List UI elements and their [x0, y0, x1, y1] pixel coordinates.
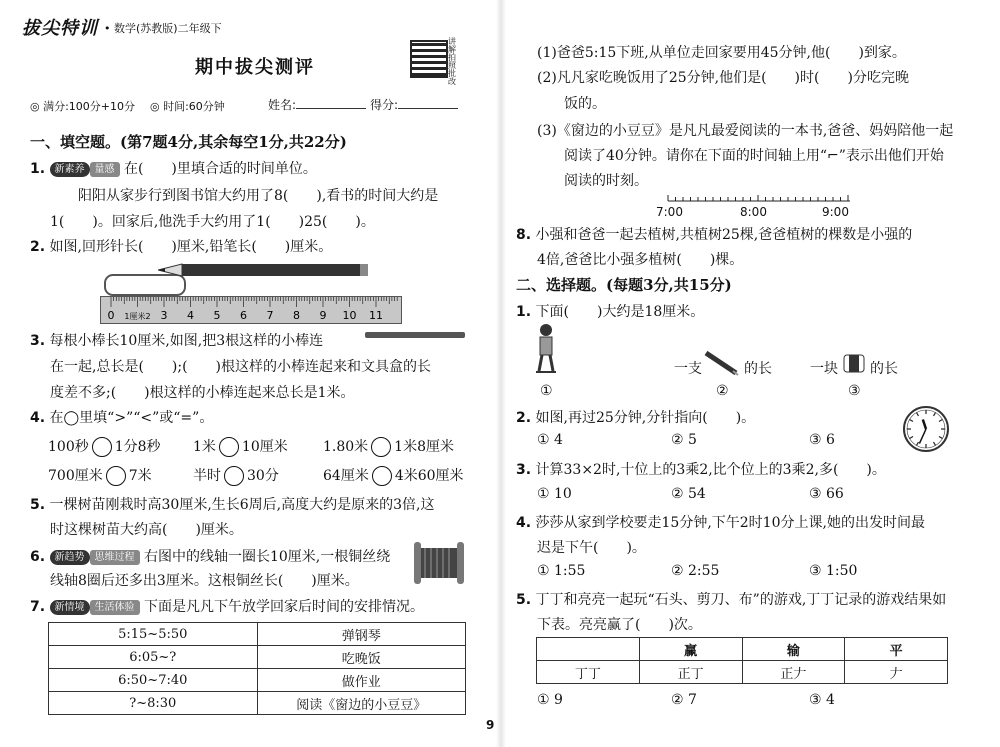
- pen-svg: [703, 350, 739, 376]
- subject-label: • 数学(苏教版)二年级下: [104, 22, 222, 35]
- c3-option-1[interactable]: ① 10: [537, 486, 572, 502]
- q4-number: 4.: [30, 410, 46, 426]
- subject-text: 数学(苏教版)二年级下: [114, 22, 222, 35]
- c5-text1: 丁丁和亮亮一起玩“石头、剪刀、布”的游戏,丁丁记录的游戏结果如: [535, 592, 947, 608]
- c1-mark3[interactable]: ③: [848, 383, 861, 399]
- table-header-row: [537, 638, 948, 661]
- tag-new-trend: 新趋势: [50, 550, 90, 565]
- c3-option-3[interactable]: ③ 66: [809, 486, 844, 502]
- c5-option-3[interactable]: ③ 4: [809, 692, 835, 708]
- c2-option-1[interactable]: ① 4: [537, 432, 563, 448]
- c4-number: 4.: [516, 515, 532, 531]
- q7-stem: 下面是凡凡下午放学回家后时间的安排情况。: [143, 599, 424, 615]
- child-svg: [533, 323, 559, 375]
- compare-circle[interactable]: [219, 437, 239, 457]
- q3-line1: [30, 330, 323, 350]
- q5-line1: [30, 494, 435, 514]
- c5-option-2[interactable]: ② 7: [671, 692, 697, 708]
- timeline-axis[interactable]: [660, 192, 855, 206]
- q2-stem: 如图,回形针长( )厘米,铅笔长( )厘米。: [49, 239, 333, 255]
- c3-number: 3.: [516, 462, 532, 478]
- clock-image: [902, 405, 950, 453]
- ruler-label: 5: [213, 309, 221, 322]
- c4-text1: 莎莎从家到学校要走15分钟,下午2时10分上课,她的出发时间最: [535, 515, 925, 531]
- c3-stem-line: [516, 459, 886, 479]
- c1-stem-line: [516, 301, 704, 321]
- q4-left: 64厘米: [323, 468, 369, 484]
- c4-option-3[interactable]: ③ 1:50: [809, 563, 858, 579]
- q7-sub3a: (3)《窗边的小豆豆》是凡凡最爱阅读的一本书,爸爸、妈妈陪他一起: [537, 123, 954, 139]
- table-row: [49, 692, 466, 715]
- q1-number: 1.: [30, 161, 46, 177]
- c1-stem: 下面( )大约是18厘米。: [535, 304, 705, 320]
- q4-left: 700厘米: [48, 468, 103, 484]
- ruler-label: 6: [240, 309, 247, 322]
- q4-right: 1分8秒: [114, 439, 161, 455]
- q4-left: 1米: [193, 439, 216, 455]
- q4-right: 7米: [128, 468, 152, 484]
- ruler-label: 3: [160, 309, 168, 322]
- name-field[interactable]: [268, 96, 366, 113]
- table-cell: 5:15~5:50: [49, 623, 258, 646]
- table-cell: 吃晚饭: [257, 646, 466, 669]
- c3-stem: 计算33×2时,十位上的3乘2,比个位上的3乘2,多( )。: [535, 462, 886, 478]
- axis-label-800: 8:00: [740, 205, 767, 219]
- q4-left: 半时: [193, 468, 221, 484]
- schedule-table: [48, 622, 466, 715]
- tag-new-literacy: 新素养: [50, 162, 90, 177]
- q5-line2: 时这棵树苗大约高( )厘米。: [50, 522, 243, 538]
- game-result-table: [536, 637, 948, 684]
- pencil-image: [158, 262, 368, 276]
- c4-option-2[interactable]: ② 2:55: [671, 563, 720, 579]
- ruler-label: 1厘米2: [124, 312, 151, 321]
- score-label: 得分:: [370, 98, 399, 112]
- q6-text1: 右图中的线轴一圈长10厘米,一根铜丝绕: [143, 549, 391, 565]
- q4-row-2: [48, 465, 464, 486]
- stick-image: [365, 332, 465, 338]
- c1-opt3-a: 一块: [810, 361, 838, 377]
- q8-line1: [516, 224, 912, 244]
- compare-circle[interactable]: [106, 466, 126, 486]
- table-header: 输: [742, 638, 845, 661]
- table-cell: 𠂇: [845, 661, 948, 684]
- table-header: 平: [845, 638, 948, 661]
- c4-line1: [516, 512, 925, 532]
- q3-text1: 每根小棒长10厘米,如图,把3根这样的小棒连: [49, 333, 324, 349]
- q4-right: 4米60厘米: [394, 468, 464, 484]
- q4-stem: 在◯里填“>”“<”或“=”。: [49, 410, 214, 426]
- c2-number: 2.: [516, 410, 532, 426]
- c2-stem: 如图,再过25分钟,分针指向( )。: [535, 410, 756, 426]
- table-cell: ?~8:30: [49, 692, 258, 715]
- clock-svg: [902, 405, 950, 453]
- q6-number: 6.: [30, 549, 46, 565]
- q6-line2: 线轴8圈后还多出3厘米。这根铜丝长( )厘米。: [50, 573, 359, 589]
- q7-sub2a: (2)凡凡家吃晚饭用了25分钟,他们是( )时( )分吃完晚: [537, 70, 909, 86]
- q1-line3: 1( )。回家后,他洗手大约用了1( )25( )。: [50, 214, 375, 230]
- q1-stem: 在( )里填合适的时间单位。: [123, 161, 317, 177]
- q8-number: 8.: [516, 227, 532, 243]
- c4-options: [537, 563, 857, 579]
- c1-opt3: [810, 358, 838, 378]
- full-score: ◎ 满分:100分+10分: [30, 100, 136, 113]
- q4-left: 1.80米: [323, 439, 369, 455]
- q7-sub1: (1)爸爸5:15下班,从单位走回家要用45分钟,他( )到家。: [537, 45, 906, 61]
- q7-sub3c: 阅读的时刻。: [564, 173, 648, 189]
- compare-circle[interactable]: [224, 466, 244, 486]
- spool-svg: [412, 540, 466, 586]
- c5-line1: [516, 589, 946, 609]
- q4-right: 1米8厘米: [394, 439, 454, 455]
- q7-sub3b: 阅读了40分钟。请你在下面的时间轴上用“⌐”表示出他们开始: [564, 148, 944, 164]
- table-header: 赢: [639, 638, 742, 661]
- q5-text1: 一棵树苗刚栽时高30厘米,生长6周后,高度大约是原来的3倍,这: [49, 497, 435, 513]
- ruler-label: 0: [107, 309, 115, 322]
- paperclip-image: [104, 274, 186, 296]
- ruler-label: 11: [369, 309, 383, 322]
- eraser-svg: [842, 352, 866, 374]
- score-field[interactable]: [370, 96, 458, 113]
- q7-number: 7.: [30, 599, 46, 615]
- q3-number: 3.: [30, 333, 46, 349]
- page-number: 9: [486, 718, 495, 732]
- table-cell: 丁丁: [537, 661, 640, 684]
- c1-mark2[interactable]: ②: [716, 383, 729, 399]
- table-row: [537, 661, 948, 684]
- eraser-image: [842, 352, 866, 374]
- compare-circle[interactable]: [92, 437, 112, 457]
- compare-circle[interactable]: [372, 466, 392, 486]
- ruler-label: 7: [266, 309, 274, 322]
- ruler-label: 4: [187, 309, 194, 322]
- pencil-svg: [158, 263, 368, 277]
- table-row: [49, 646, 466, 669]
- table-cell: 阅读《窗边的小豆豆》: [257, 692, 466, 715]
- table-cell: 做作业: [257, 669, 466, 692]
- q4-row-1: [48, 436, 454, 457]
- c1-mark1[interactable]: ①: [540, 383, 553, 399]
- qr-label: 讲解拍照批改: [448, 37, 456, 86]
- compare-circle[interactable]: [371, 437, 391, 457]
- qr-code[interactable]: [410, 40, 448, 78]
- name-label: 姓名:: [268, 98, 297, 112]
- c1-opt3-b: 的长: [870, 361, 898, 377]
- q4-right: 10厘米: [241, 439, 288, 455]
- ruler-label: 10: [342, 309, 357, 322]
- c2-stem-line: [516, 407, 755, 427]
- q5-number: 5.: [30, 497, 46, 513]
- q7-stem-line: [30, 596, 424, 616]
- ruler: [100, 296, 402, 324]
- spool-image: [412, 540, 466, 586]
- table-header: [537, 638, 640, 661]
- c2-options: [537, 432, 835, 448]
- c1-opt2-b: 的长: [744, 361, 772, 377]
- tag-life: 生活体验: [90, 600, 140, 615]
- c4-line2: 迟是下午( )。: [537, 540, 646, 556]
- page-title: 期中拔尖测评: [195, 57, 315, 78]
- q8-line2: 4倍,爸爸比小强多植树( )棵。: [537, 252, 744, 268]
- table-row: [49, 669, 466, 692]
- axis-label-700: 7:00: [656, 205, 683, 219]
- ruler-label: 8: [293, 309, 300, 322]
- c2-option-3[interactable]: ③ 6: [809, 432, 835, 448]
- c2-option-2[interactable]: ② 5: [671, 432, 697, 448]
- child-image: [533, 323, 559, 375]
- tag-new-context: 新情境: [50, 600, 90, 615]
- c4-option-1[interactable]: ① 1:55: [537, 563, 586, 579]
- table-cell: 正丁: [639, 661, 742, 684]
- q7-sub2b: 饭的。: [564, 96, 606, 112]
- c5-option-1[interactable]: ① 9: [537, 692, 563, 708]
- pen-image: [703, 350, 739, 376]
- brand-logo: 拔尖特训: [22, 18, 98, 39]
- q3-line3: 度差不多;( )根这样的小棒连起来总长是1米。: [50, 385, 355, 401]
- tag-measure: 量感: [90, 162, 120, 177]
- q4-stem-line: [30, 407, 213, 427]
- table-row: [49, 623, 466, 646]
- page-spine: [496, 0, 506, 747]
- q2-stem-line: [30, 236, 332, 256]
- axis-label-900: 9:00: [822, 205, 849, 219]
- table-cell: 6:05~?: [49, 646, 258, 669]
- c5-number: 5.: [516, 592, 532, 608]
- q3-line2: 在一起,总长是( );( )根这样的小棒连起来和文具盒的长: [50, 359, 432, 375]
- time-limit: ◎ 时间:60分钟: [150, 100, 225, 113]
- section1-title: 一、填空题。(第7题4分,其余每空1分,共22分): [30, 133, 347, 151]
- c1-number: 1.: [516, 304, 532, 320]
- tag-thinking: 思维过程: [90, 550, 140, 565]
- c1-opt2: [674, 358, 702, 378]
- q4-right: 30分: [247, 468, 279, 484]
- ruler-ticks: [101, 297, 401, 323]
- q6-line1: [30, 546, 390, 566]
- c5-options: [537, 692, 835, 708]
- q4-left: 100秒: [48, 439, 89, 455]
- q2-number: 2.: [30, 239, 46, 255]
- section2-title: 二、选择题。(每题3分,共15分): [516, 276, 732, 294]
- table-cell: 弹钢琴: [257, 623, 466, 646]
- q8-text1: 小强和爸爸一起去植树,共植树25棵,爸爸植树的棵数是小强的: [535, 227, 913, 243]
- table-cell: 正𠂇: [742, 661, 845, 684]
- c3-options: [537, 486, 844, 502]
- ruler-label: 9: [319, 309, 327, 322]
- q1-line2: 阳阳从家步行到图书馆大约用了8( ),看书的时间大约是: [78, 188, 439, 204]
- c5-line2: 下表。亮亮赢了( )次。: [537, 617, 702, 633]
- table-cell: 6:50~7:40: [49, 669, 258, 692]
- c1-opt2-a: 一支: [674, 361, 702, 377]
- q1-stem-line: [30, 158, 317, 178]
- c3-option-2[interactable]: ② 54: [671, 486, 706, 502]
